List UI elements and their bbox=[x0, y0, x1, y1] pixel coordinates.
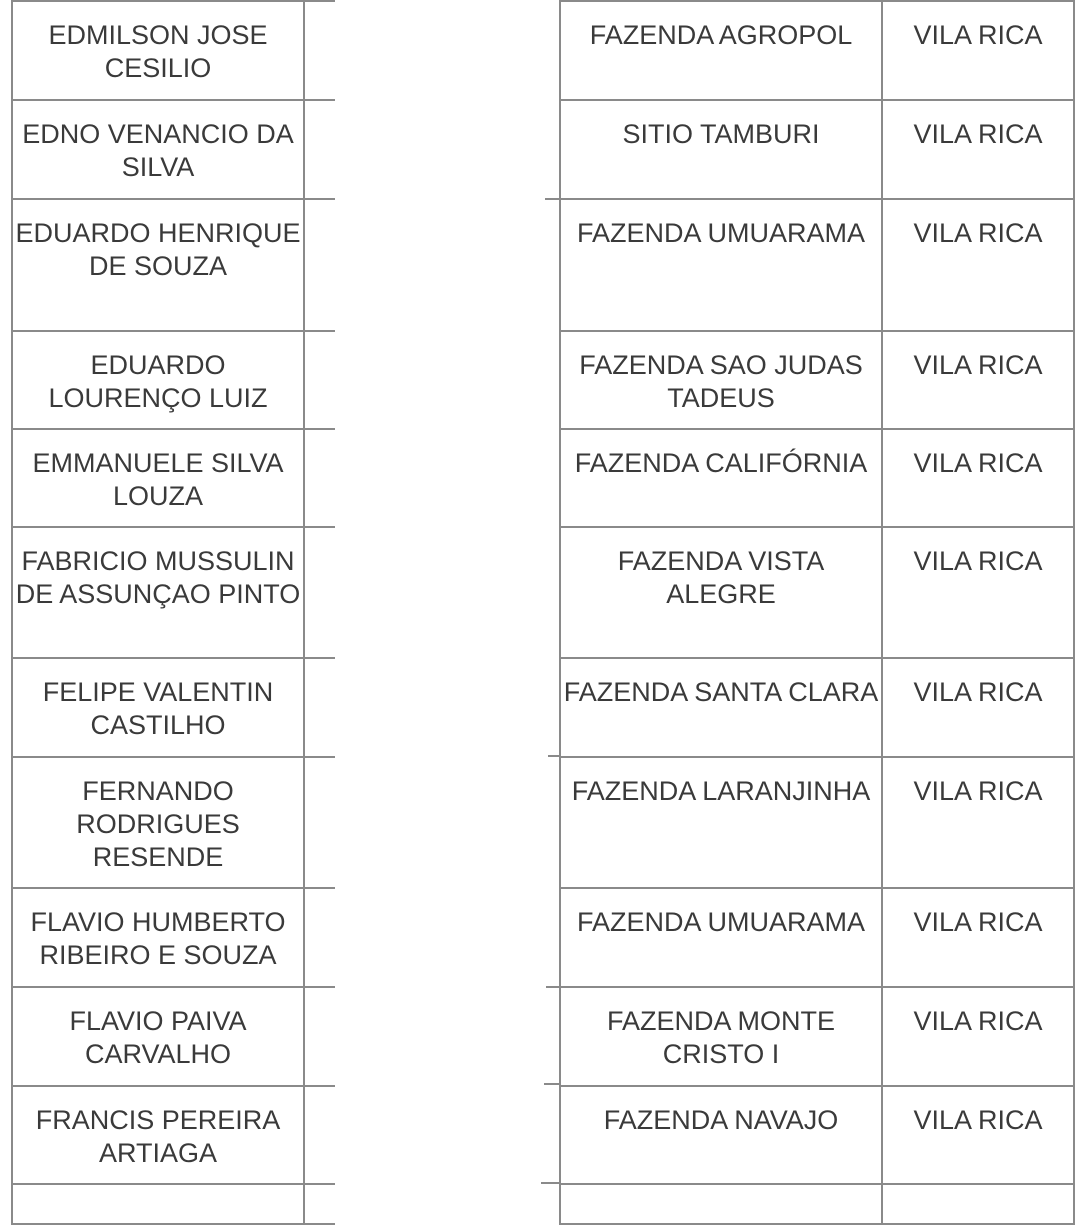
table-row bbox=[560, 429, 1074, 527]
owner-name-cell: EDUARDO HENRIQUE DE SOUZA bbox=[12, 199, 304, 331]
empty-cell bbox=[304, 100, 335, 199]
city-cell: VILA RICA bbox=[882, 888, 1074, 987]
empty-cell bbox=[304, 527, 335, 658]
table-row bbox=[560, 658, 1074, 757]
table-row bbox=[12, 987, 335, 1086]
empty-cell bbox=[304, 658, 335, 757]
farm-name-cell: FAZENDA CALIFÓRNIA bbox=[560, 429, 882, 527]
city-cell: VILA RICA bbox=[882, 658, 1074, 757]
table-row bbox=[12, 1184, 335, 1224]
table-row bbox=[12, 100, 335, 199]
owner-name-cell: FABRICIO MUSSULIN DE ASSUNÇAO PINTO bbox=[12, 527, 304, 658]
farm-name-cell: FAZENDA LARANJINHA bbox=[560, 757, 882, 888]
farm-name-cell: SITIO TAMBURI bbox=[560, 100, 882, 199]
city-cell: VILA RICA bbox=[882, 429, 1074, 527]
empty-cell bbox=[304, 199, 335, 331]
farm-name-cell: FAZENDA SANTA CLARA bbox=[560, 658, 882, 757]
divider bbox=[541, 1182, 561, 1184]
table-row bbox=[12, 888, 335, 987]
table-row bbox=[560, 527, 1074, 658]
table-row bbox=[560, 1184, 1074, 1224]
table-row bbox=[12, 1086, 335, 1184]
owner-name-cell: EDMILSON JOSE CESILIO bbox=[12, 1, 304, 100]
cut-off-cell bbox=[560, 1184, 882, 1224]
owners-table bbox=[11, 0, 335, 1225]
divider bbox=[548, 755, 561, 757]
empty-cell bbox=[304, 429, 335, 527]
owner-name-cell: FLAVIO PAIVA CARVALHO bbox=[12, 987, 304, 1086]
city-cell: VILA RICA bbox=[882, 527, 1074, 658]
cut-off-cell bbox=[882, 1184, 1074, 1224]
divider bbox=[545, 198, 561, 200]
owner-name-cell: EDUARDO LOURENÇO LUIZ bbox=[12, 331, 304, 429]
table-row bbox=[12, 1, 335, 100]
table-row bbox=[560, 757, 1074, 888]
farm-name-cell: FAZENDA VISTA ALEGRE bbox=[560, 527, 882, 658]
table-row bbox=[560, 888, 1074, 987]
table-row bbox=[12, 199, 335, 331]
farm-name-cell: FAZENDA UMUARAMA bbox=[560, 888, 882, 987]
city-cell: VILA RICA bbox=[882, 100, 1074, 199]
farms-table bbox=[559, 0, 1075, 1225]
table-row bbox=[560, 987, 1074, 1086]
city-cell: VILA RICA bbox=[882, 1086, 1074, 1184]
table-row bbox=[12, 429, 335, 527]
empty-cell bbox=[304, 757, 335, 888]
farm-name-cell: FAZENDA SAO JUDAS TADEUS bbox=[560, 331, 882, 429]
owner-name-cell: EDNO VENANCIO DA SILVA bbox=[12, 100, 304, 199]
table-row bbox=[12, 757, 335, 888]
empty-cell bbox=[304, 888, 335, 987]
table-row bbox=[12, 527, 335, 658]
table-row bbox=[12, 331, 335, 429]
owner-name-cell: EMMANUELE SILVA LOUZA bbox=[12, 429, 304, 527]
cut-off-cell bbox=[12, 1184, 304, 1224]
city-cell: VILA RICA bbox=[882, 199, 1074, 331]
divider bbox=[544, 1083, 561, 1085]
owner-name-cell: FRANCIS PEREIRA ARTIAGA bbox=[12, 1086, 304, 1184]
owner-name-cell: FLAVIO HUMBERTO RIBEIRO E SOUZA bbox=[12, 888, 304, 987]
table-row bbox=[560, 199, 1074, 331]
city-cell: VILA RICA bbox=[882, 757, 1074, 888]
owner-name-cell: FELIPE VALENTIN CASTILHO bbox=[12, 658, 304, 757]
empty-cell bbox=[304, 1, 335, 100]
table-row bbox=[560, 1086, 1074, 1184]
farm-name-cell: FAZENDA AGROPOL bbox=[560, 1, 882, 100]
table-row bbox=[560, 100, 1074, 199]
empty-cell bbox=[304, 1184, 335, 1224]
farm-name-cell: FAZENDA MONTE CRISTO I bbox=[560, 987, 882, 1086]
empty-cell bbox=[304, 331, 335, 429]
table-row bbox=[560, 1, 1074, 100]
city-cell: VILA RICA bbox=[882, 1, 1074, 100]
table-row bbox=[560, 331, 1074, 429]
table-row bbox=[12, 658, 335, 757]
farm-name-cell: FAZENDA UMUARAMA bbox=[560, 199, 882, 331]
empty-cell bbox=[304, 1086, 335, 1184]
farm-name-cell: FAZENDA NAVAJO bbox=[560, 1086, 882, 1184]
owner-name-cell: FERNANDO RODRIGUES RESENDE bbox=[12, 757, 304, 888]
empty-cell bbox=[304, 987, 335, 1086]
city-cell: VILA RICA bbox=[882, 331, 1074, 429]
city-cell: VILA RICA bbox=[882, 987, 1074, 1086]
divider bbox=[546, 986, 561, 988]
